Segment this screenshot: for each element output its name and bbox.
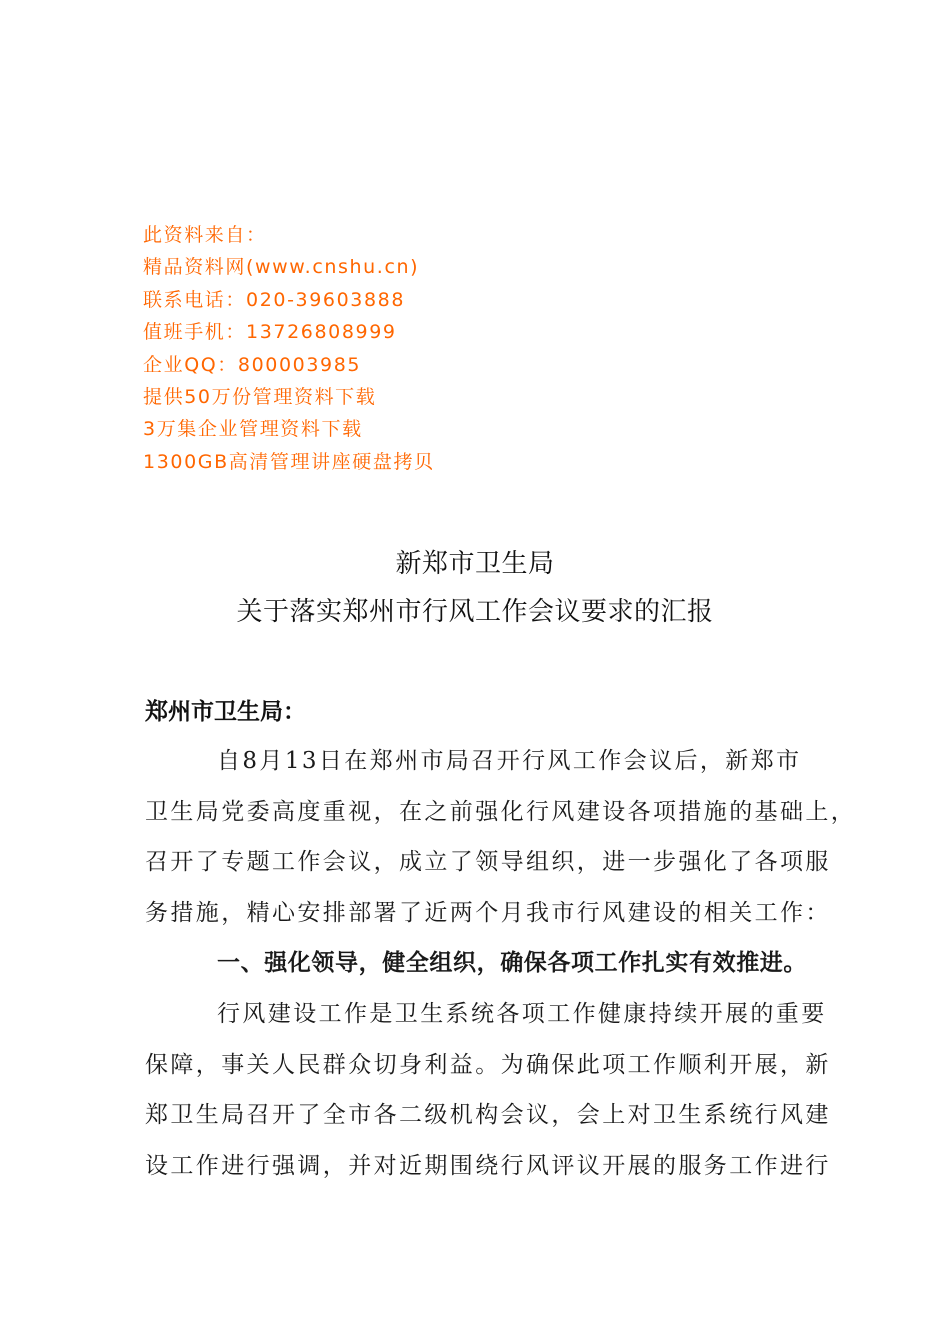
source-offer-line: 3万集企业管理资料下载: [143, 418, 363, 441]
body-line: 务措施，精心安排部署了近两个月我市行风建设的相关工作：: [145, 899, 831, 926]
addressee: 郑州市卫生局：: [145, 699, 306, 725]
source-info-block: [143, 219, 703, 478]
title-line-subject: 关于落实郑州市行风工作会议要求的汇报: [236, 597, 714, 627]
document-title: [0, 540, 950, 636]
body-line: 卫生局党委高度重视，在之前强化行风建设各项措施的基础上，: [145, 798, 857, 825]
source-info-line: 此资料来自：: [143, 224, 267, 246]
body-line: 保障，事关人民群众切身利益。为确保此项工作顺利开展，新: [145, 1051, 831, 1078]
section-heading: 一、强化领导，健全组织，确保各项工作扎实有效推进。: [217, 950, 807, 977]
body-line: 召开了专题工作会议，成立了领导组织，进一步强化了各项服: [145, 849, 831, 876]
title-line-organization: 新郑市卫生局: [395, 549, 555, 579]
source-mobile-line: 值班手机：13726808999: [143, 321, 397, 344]
source-phone-line: 联系电话：020-39603888: [143, 288, 406, 311]
source-website-line: 精品资料网(www.cnshu.cn): [143, 256, 420, 279]
body-line: 行风建设工作是卫生系统各项工作健康持续开展的重要: [217, 1000, 827, 1027]
body-line: 设工作进行强调，并对近期围绕行风评议开展的服务工作进行: [145, 1152, 831, 1179]
source-qq-line: 企业QQ：800003985: [143, 353, 362, 376]
source-offer-line: 1300GB高清管理讲座硬盘拷贝: [143, 450, 435, 473]
source-offer-line: 提供50万份管理资料下载: [143, 386, 377, 409]
body-line: 自8月13日在郑州市局召开行风工作会议后，新郑市: [217, 748, 802, 774]
body-line: 郑卫生局召开了全市各二级机构会议，会上对卫生系统行风建: [145, 1102, 831, 1129]
document-body: [145, 736, 857, 1191]
